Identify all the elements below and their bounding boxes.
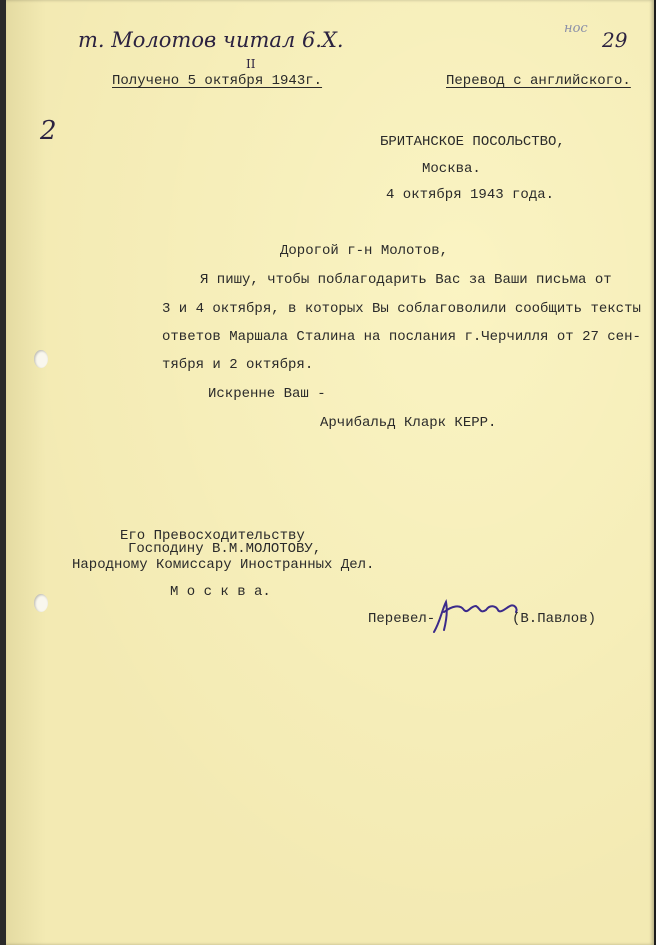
body-line-3: ответов Маршала Сталина на послания г.Черчилля от 27 сен- (162, 329, 641, 345)
left-margin-mark: 2 (40, 116, 57, 146)
archive-mark: нос (564, 21, 588, 36)
punch-hole-top (34, 350, 48, 368)
letter-date: 4 октября 1943 года. (386, 187, 555, 203)
translator-name: (В.Павлов) (512, 611, 597, 627)
recipient-line-1: Его Превосходительству (120, 528, 305, 544)
document-page (6, 0, 654, 945)
salutation: Дорогой г-н Молотов, (280, 243, 449, 259)
translation-note: Перевод с английского. (446, 73, 631, 89)
page-number: 29 (602, 28, 628, 52)
recipient-line-3: Народному Комиссару Иностранных Дел. (72, 557, 375, 573)
body-line-2: 3 и 4 октября, в которых Вы соблаговолили сообщить тексты (162, 301, 641, 317)
sender-embassy: БРИТАНСКОЕ ПОСОЛЬСТВО, (380, 134, 565, 150)
recipient-line-2: Господину В.М.МОЛОТОВУ, (128, 541, 322, 557)
translator-label: Перевел- (368, 611, 436, 627)
body-line-1: Я пишу, чтобы поблагодарить Вас за Ваши письма от (200, 272, 612, 288)
body-line-4: тября и 2 октября. (162, 357, 314, 373)
handwritten-note: т. Молотов читал 6.Х. (78, 28, 344, 52)
closing: Искренне Ваш - (208, 386, 326, 402)
translator-signature (430, 592, 522, 636)
handwritten-roman-numeral: II (246, 57, 256, 71)
sender-city: Москва. (422, 161, 481, 177)
punch-hole-bottom (34, 594, 48, 612)
received-line: Получено 5 октября 1943г. (112, 73, 323, 89)
recipient-city: М о с к в а. (170, 584, 271, 600)
sender-signature: Арчибальд Кларк КЕРР. (320, 415, 497, 431)
